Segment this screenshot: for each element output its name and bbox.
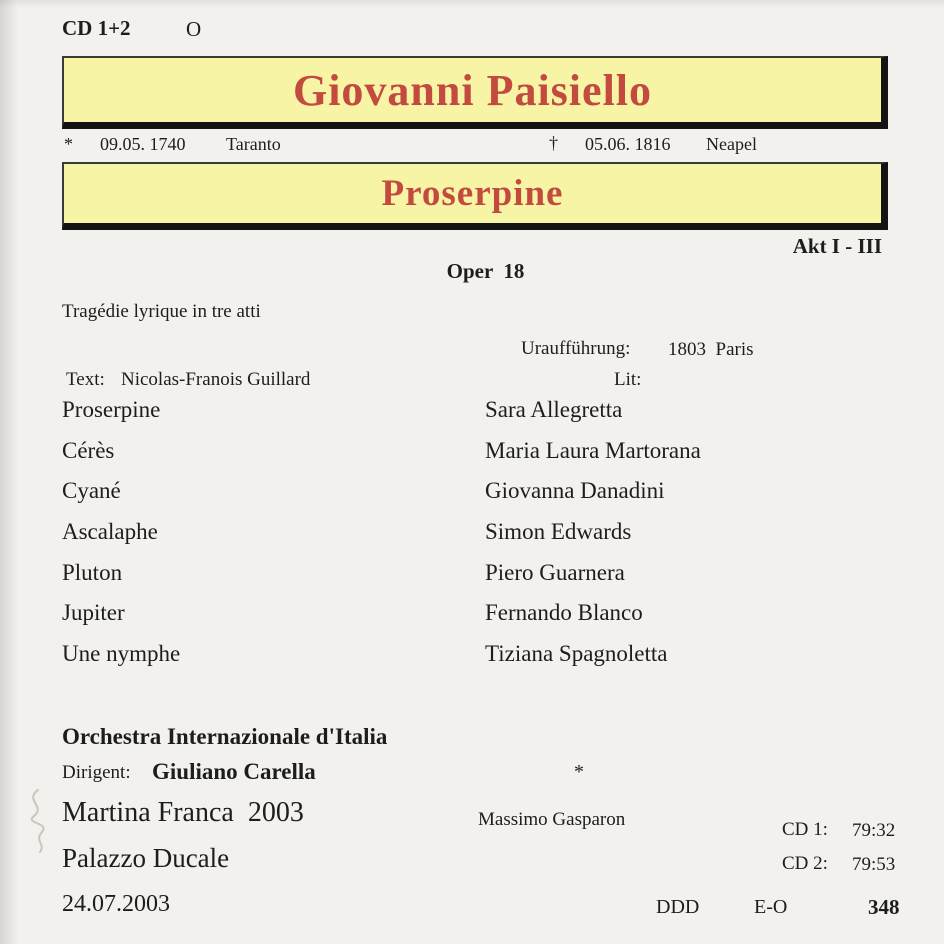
conductor-label: Dirigent:: [62, 762, 131, 783]
card-number: 348: [868, 895, 900, 919]
premiere-label: Uraufführung:: [521, 338, 631, 359]
death-place: Neapel: [706, 134, 757, 154]
birth-place: Taranto: [226, 134, 281, 154]
cd1-time: 79:32: [852, 820, 896, 841]
genre-label: Tragédie lyrique in tre atti: [62, 301, 261, 322]
cast-row: [62, 438, 842, 479]
death-date: 05.06. 1816: [585, 134, 671, 154]
cd1-label: CD 1:: [782, 819, 828, 840]
recording-code: DDD: [656, 896, 700, 918]
conductor-name: Giuliano Carella: [152, 759, 316, 784]
edition-code: E-O: [754, 896, 788, 918]
composer-banner: [62, 56, 888, 129]
cd2-label: CD 2:: [782, 853, 828, 874]
cd-count-label: CD 1+2: [62, 16, 131, 40]
cast-performer: Maria Laura Martorana: [485, 437, 701, 463]
cast-row: [62, 600, 842, 641]
cd2-time: 79:53: [852, 854, 896, 875]
cast-list: [62, 397, 842, 682]
cast-role: Une nymphe: [62, 641, 181, 667]
composer-name: Giovanni Paisiello: [292, 65, 653, 115]
work-banner: [62, 162, 888, 230]
cast-row: [62, 519, 842, 560]
type-code: O: [186, 17, 202, 41]
cast-role: Cérès: [62, 437, 115, 463]
work-title: Proserpine: [381, 173, 564, 214]
cast-role: Proserpine: [62, 397, 161, 422]
scan-hair-artifact: [20, 786, 66, 856]
cast-performer: Fernando Blanco: [485, 600, 643, 626]
venue-name: Palazzo Ducale: [62, 843, 230, 873]
text-author: Nicolas-Franois Guillard: [121, 369, 311, 390]
opus-acts-row: [62, 234, 888, 309]
cast-row: [62, 397, 842, 438]
cast-performer: Sara Allegretta: [485, 397, 623, 422]
cast-row: [62, 478, 842, 519]
cast-performer: Simon Edwards: [485, 519, 632, 545]
opus-label: Oper 18: [446, 259, 525, 283]
scan-edge-shadow: [0, 0, 18, 944]
cast-role: Ascalaphe: [62, 519, 158, 545]
cast-performer: Giovanna Danadini: [485, 478, 665, 504]
birth-symbol: *: [64, 134, 73, 154]
recording-date: 24.07.2003: [62, 891, 170, 917]
cast-row: [62, 560, 842, 601]
festival-city-year: Martina Franca 2003: [62, 797, 304, 828]
premiere-value: 1803 Paris: [668, 339, 754, 360]
lit-label: Lit:: [614, 369, 642, 390]
acts-label: Akt I - III: [792, 234, 882, 258]
cast-performer: Tiziana Spagnoletta: [485, 641, 668, 667]
scan-top-shadow: [0, 0, 944, 8]
cast-role: Cyané: [62, 478, 121, 504]
birth-date: 09.05. 1740: [100, 134, 186, 154]
cast-role: Jupiter: [62, 600, 125, 626]
cast-performer: Piero Guarnera: [485, 559, 625, 585]
cast-row: [62, 641, 842, 682]
cast-role: Pluton: [62, 559, 123, 585]
death-symbol: †: [549, 133, 558, 153]
note-asterisk: *: [574, 761, 584, 783]
orchestra-name: Orchestra Internazionale d'Italia: [62, 724, 388, 749]
text-label: Text:: [66, 369, 105, 390]
director-name: Massimo Gasparon: [478, 809, 626, 830]
